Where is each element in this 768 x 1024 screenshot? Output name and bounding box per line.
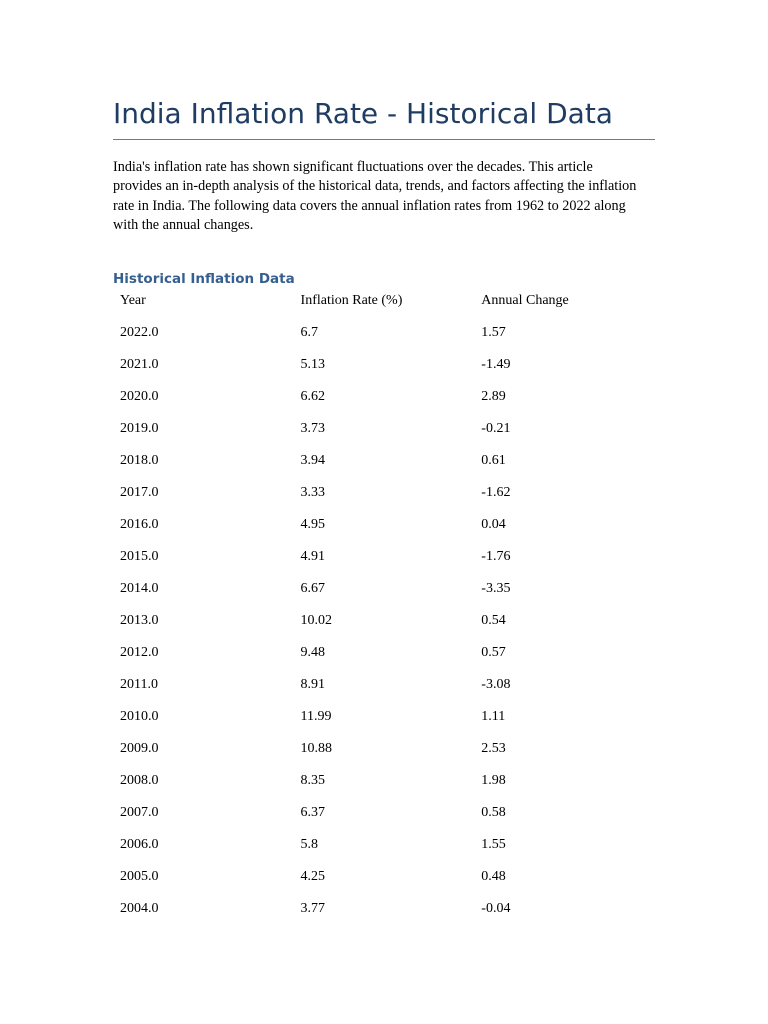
year-cell: 2018.0 [120,453,159,468]
annual-change-cell: 0.04 [481,517,506,532]
year-cell: 2005.0 [120,869,159,884]
inflation-rate-cell: 3.33 [300,485,326,500]
table-row [113,317,655,349]
table-row [113,413,655,445]
inflation-rate-cell: 6.7 [300,325,319,340]
table-row [113,765,655,797]
inflation-rate-cell: 6.67 [300,581,326,596]
table-row [113,797,655,829]
table-row [113,477,655,509]
table-row [113,637,655,669]
table-row [113,349,655,381]
table-row [113,605,655,637]
annual-change-cell: 0.54 [481,613,506,628]
inflation-rate-cell: 3.94 [300,453,326,468]
year-cell: 2012.0 [120,645,159,660]
year-cell: 2021.0 [120,357,159,372]
annual-change-cell: -0.21 [481,421,511,436]
inflation-rate-cell: 3.77 [300,901,326,916]
section-heading: Historical Inflation Data [113,271,295,287]
inflation-table [113,285,655,925]
annual-change-cell: -3.35 [481,581,511,596]
table-row [113,509,655,541]
table-row [113,829,655,861]
year-cell: 2014.0 [120,581,159,596]
inflation-rate-cell: 8.91 [300,677,326,692]
table-row [113,893,655,925]
annual-change-cell: 2.53 [481,741,506,756]
year-cell: 2015.0 [120,549,159,564]
table-row [113,861,655,893]
year-cell: 2016.0 [120,517,159,532]
column-header-year: Year [120,293,146,308]
year-cell: 2009.0 [120,741,159,756]
inflation-rate-cell: 3.73 [300,421,326,436]
year-cell: 2007.0 [120,805,159,820]
inflation-rate-cell: 9.48 [300,645,326,660]
annual-change-cell: 1.55 [481,837,506,852]
inflation-rate-cell: 6.62 [300,389,326,404]
year-cell: 2019.0 [120,421,159,436]
inflation-rate-cell: 10.02 [300,613,333,628]
inflation-rate-cell: 5.8 [300,837,319,852]
table-header-row [113,285,655,317]
inflation-rate-cell: 5.13 [300,357,326,372]
year-cell: 2013.0 [120,613,159,628]
table-row [113,445,655,477]
inflation-rate-cell: 11.99 [300,709,332,724]
annual-change-cell: 1.57 [481,325,506,340]
intro-paragraph: India's inflation rate has shown significant fluctuations over the decades. This article provides an in-depth analysis of the historical data, trends, and factors affecting the inflation rate in India. The following data covers the annual inflation rates from 1962 to 2022 along with the annual changes. [113,159,637,234]
table-row [113,669,655,701]
table-row [113,701,655,733]
annual-change-cell: 2.89 [481,389,506,404]
page-title: India Inflation Rate - Historical Data [113,97,613,130]
annual-change-cell: 1.98 [481,773,506,788]
column-header-annual-change: Annual Change [481,293,569,308]
table-row [113,381,655,413]
year-cell: 2017.0 [120,485,159,500]
year-cell: 2004.0 [120,901,159,916]
annual-change-cell: 0.57 [481,645,506,660]
inflation-rate-cell: 4.91 [300,549,326,564]
year-cell: 2008.0 [120,773,159,788]
title-divider [113,139,655,140]
annual-change-cell: 1.11 [481,709,506,724]
year-cell: 2020.0 [120,389,159,404]
year-cell: 2006.0 [120,837,159,852]
inflation-rate-cell: 8.35 [300,773,326,788]
annual-change-cell: 0.61 [481,453,506,468]
year-cell: 2022.0 [120,325,159,340]
annual-change-cell: -3.08 [481,677,511,692]
annual-change-cell: -1.49 [481,357,511,372]
annual-change-cell: 0.48 [481,869,506,884]
year-cell: 2011.0 [120,677,158,692]
inflation-rate-cell: 4.95 [300,517,326,532]
table-row [113,733,655,765]
table-row [113,573,655,605]
annual-change-cell: -1.76 [481,549,511,564]
annual-change-cell: -1.62 [481,485,511,500]
inflation-rate-cell: 6.37 [300,805,326,820]
annual-change-cell: 0.58 [481,805,506,820]
year-cell: 2010.0 [120,709,159,724]
annual-change-cell: -0.04 [481,901,511,916]
table-body [113,317,655,925]
table-row [113,541,655,573]
inflation-rate-cell: 4.25 [300,869,326,884]
column-header-inflation-rate: Inflation Rate (%) [300,293,403,308]
inflation-rate-cell: 10.88 [300,741,333,756]
